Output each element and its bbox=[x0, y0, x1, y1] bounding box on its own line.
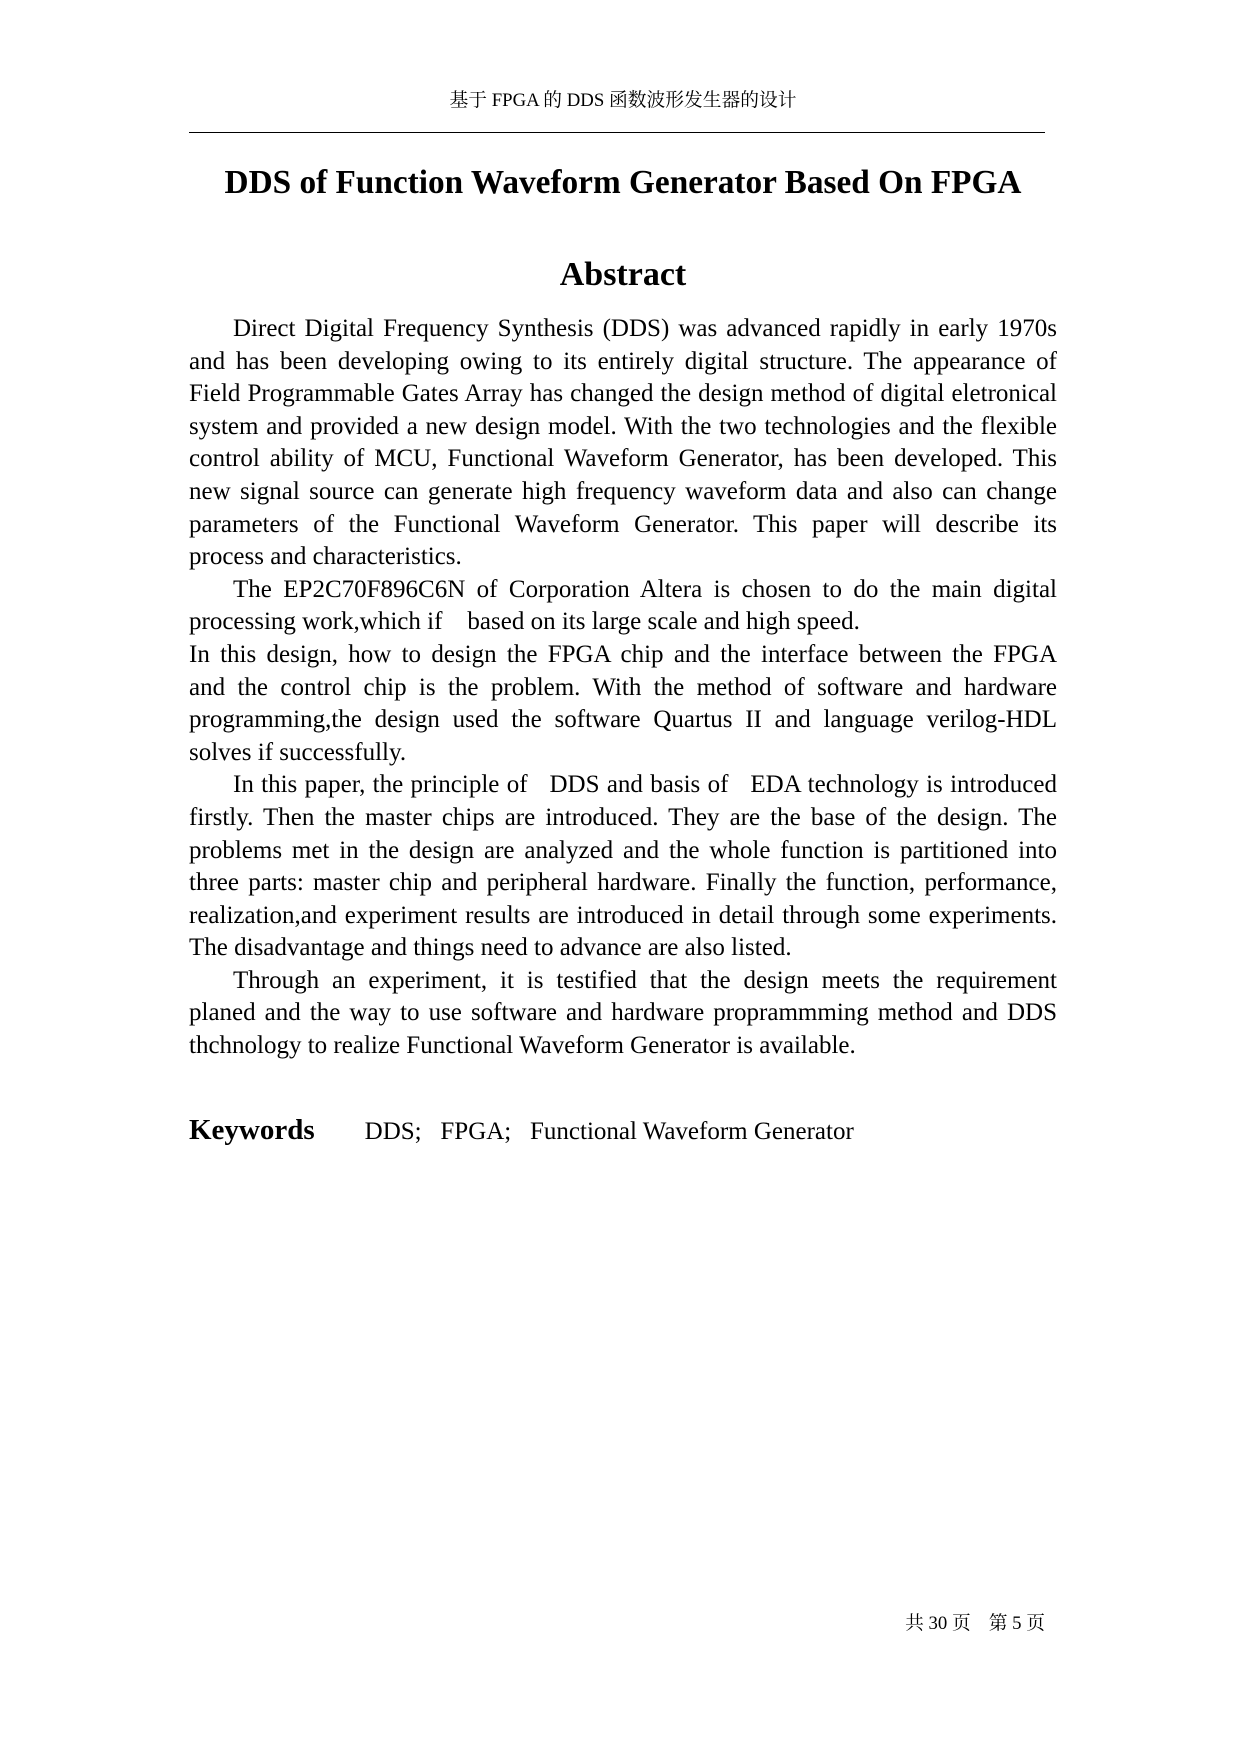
paragraph-line: realization,and experiment results are introduced in detail through some experiments. bbox=[189, 901, 1057, 929]
paragraph-line: Through an experiment, it is testified that the design meets the requirement bbox=[233, 966, 1057, 994]
abstract-paragraph bbox=[189, 574, 1057, 639]
abstract-body bbox=[189, 313, 1057, 1063]
abstract-paragraph bbox=[189, 965, 1057, 1063]
abstract-heading: Abstract bbox=[559, 256, 687, 293]
abstract-paragraph bbox=[189, 769, 1057, 965]
running-header: 基于 FPGA 的 DDS 函数波形发生器的设计 bbox=[449, 90, 797, 111]
paragraph-line: new signal source can generate high frequency waveform data and also can change bbox=[189, 477, 1057, 505]
footer-current-page: 第 5 页 bbox=[988, 1613, 1045, 1634]
paragraph-line: problems met in the design are analyzed and the whole function is partitioned into bbox=[189, 836, 1057, 864]
paragraph-line: planed and the way to use software and hardware proprammming method and DDS bbox=[189, 999, 1057, 1027]
keywords-values: DDS; FPGA; Functional Waveform Generator bbox=[364, 1118, 854, 1145]
header-rule bbox=[189, 132, 1045, 133]
paragraph-line: control ability of MCU, Functional Waveform Generator, has been developed. This bbox=[189, 445, 1057, 473]
paragraph-line: and has been developing owing to its entirely digital structure. The appearance of bbox=[189, 347, 1057, 375]
paragraph-line: thchnology to realize Functional Waveform Generator is available. bbox=[189, 1032, 856, 1060]
paragraph-line: The EP2C70F896C6N of Corporation Altera is chosen to do the main digital bbox=[233, 575, 1057, 603]
paper-title: DDS of Function Waveform Generator Based On FPGA bbox=[224, 164, 1022, 201]
paragraph-line: and the control chip is the problem. With the method of software and hardware bbox=[189, 673, 1057, 701]
paragraph-line: The disadvantage and things need to advance are also listed. bbox=[189, 934, 792, 962]
keywords-label: Keywords bbox=[189, 1114, 315, 1146]
paragraph-line: parameters of the Functional Waveform Generator. This paper will describe its bbox=[189, 510, 1057, 538]
paragraph-line: processing work,which if based on its large scale and high speed. bbox=[189, 608, 860, 636]
paragraph-line: Direct Digital Frequency Synthesis (DDS) was advanced rapidly in early 1970s bbox=[233, 315, 1057, 342]
paragraph-line: three parts: master chip and peripheral hardware. Finally the function, performance, bbox=[189, 869, 1057, 897]
paragraph-line: programming,the design used the software Quartus II and language verilog-HDL bbox=[189, 706, 1057, 734]
footer-total-pages: 共 30 页 bbox=[905, 1613, 971, 1634]
paragraph-line: In this design, how to design the FPGA chip and the interface between the FPGA bbox=[189, 640, 1057, 668]
keywords-row bbox=[189, 1112, 1057, 1148]
paragraph-line: In this paper, the principle of DDS and basis of EDA technology is introduced bbox=[233, 771, 1057, 799]
page-footer bbox=[905, 1612, 1045, 1636]
abstract-paragraph bbox=[189, 313, 1057, 574]
paragraph-line: solves if successfully. bbox=[189, 738, 407, 766]
paragraph-line: system and provided a new design model. With the two technologies and the flexible bbox=[189, 412, 1057, 440]
paragraph-line: Field Programmable Gates Array has changed the design method of digital eletronical bbox=[189, 380, 1057, 408]
paragraph-line: firstly. Then the master chips are introduced. They are the base of the design. The bbox=[189, 803, 1057, 831]
paragraph-line: process and characteristics. bbox=[189, 543, 462, 571]
abstract-paragraph bbox=[189, 639, 1057, 769]
